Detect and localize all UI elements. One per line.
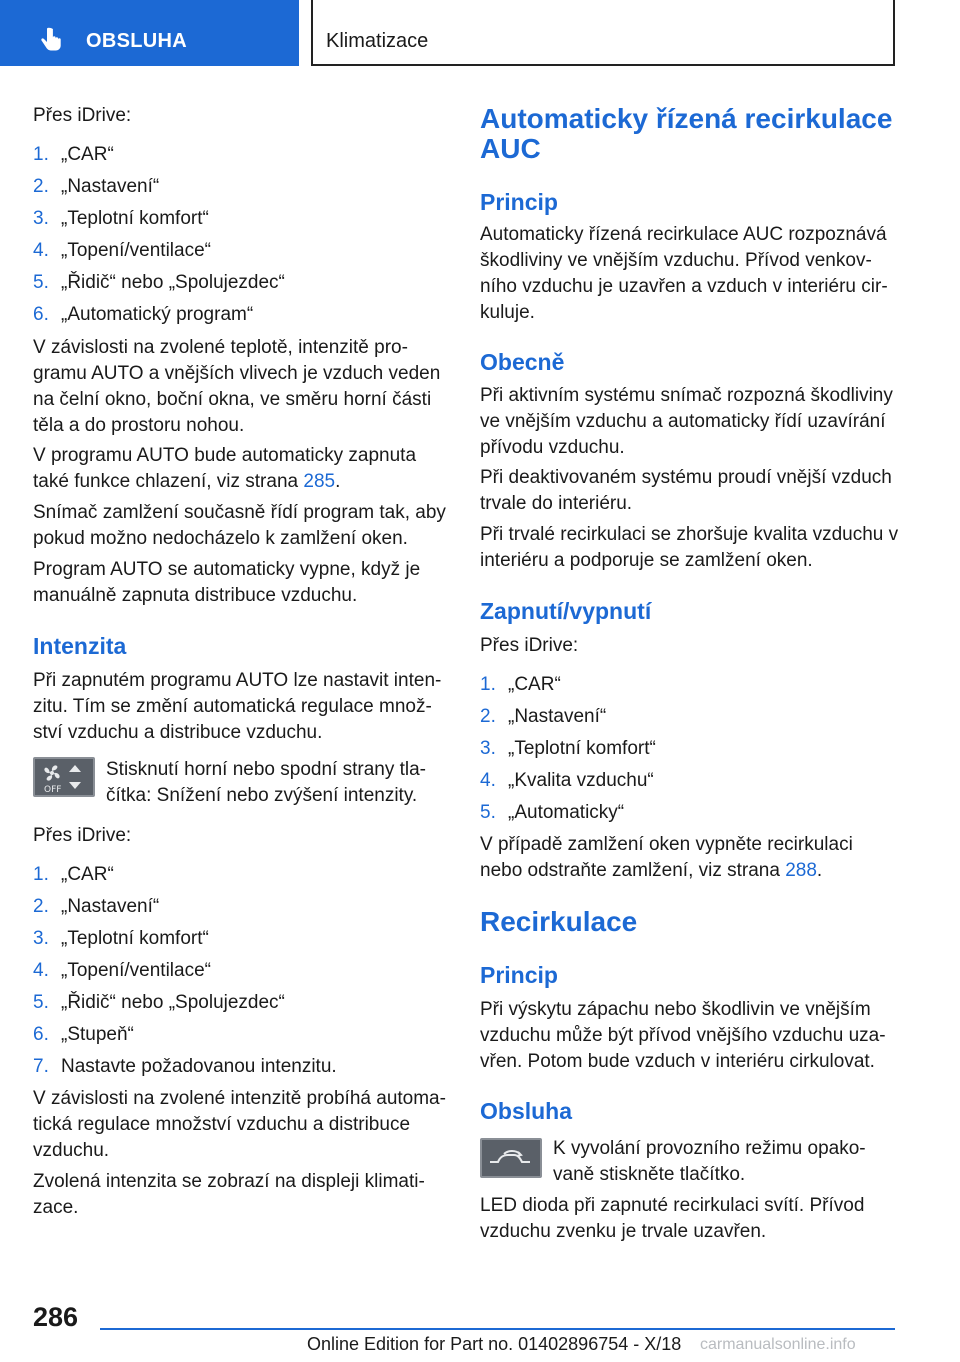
text: také funkce chlazení, viz strana xyxy=(33,471,304,492)
list-number: 3. xyxy=(33,208,49,229)
section-heading: Princip xyxy=(480,962,558,988)
paragraph: přívodu vzduchu. xyxy=(480,437,625,458)
hand-pointer-icon xyxy=(38,27,64,53)
list-number: 3. xyxy=(33,928,49,949)
section-heading: Intenzita xyxy=(33,633,127,659)
paragraph: vaně stiskněte tlačítko. xyxy=(553,1164,746,1185)
list-item: „Teplotní komfort“ xyxy=(61,208,209,229)
paragraph: Přes iDrive: xyxy=(33,825,132,846)
list-number: 4. xyxy=(33,960,49,981)
fan-icon xyxy=(35,759,93,795)
paragraph: kuluje. xyxy=(480,302,535,323)
page-header xyxy=(0,0,960,66)
section-heading: Zapnutí/vypnutí xyxy=(480,598,652,624)
paragraph: Při aktivním systému snímač rozpozná škodliviny xyxy=(480,385,893,406)
list-item: „CAR“ xyxy=(61,144,114,165)
paragraph: zitu. Tím se změní automatická regulace množ- xyxy=(33,696,432,717)
list-number: 2. xyxy=(33,176,49,197)
paragraph: trvale do interiéru. xyxy=(480,493,633,514)
list-number: 5. xyxy=(33,272,49,293)
paragraph: gramu AUTO a vnějších vlivech je vzduch veden xyxy=(33,363,441,384)
paragraph: V programu AUTO bude automaticky zapnuta xyxy=(33,445,417,466)
list-number: 1. xyxy=(33,144,49,165)
section-heading: Obecně xyxy=(480,349,565,375)
list-item: „Topení/ventilace“ xyxy=(61,240,211,261)
edition-text: Online Edition for Part no. 01402896754 - X/18 xyxy=(307,1334,682,1354)
paragraph: vzduchu může být přívod vnějšího vzduchu uza- xyxy=(480,1025,886,1046)
chapter-heading: Automaticky řízená recirkulace xyxy=(480,103,893,134)
off-label: OFF xyxy=(44,785,62,795)
paragraph: Při výskytu zápachu nebo škodlivin ve vnějším xyxy=(480,999,871,1020)
watermark: carmanualsonline.info xyxy=(700,1336,856,1353)
paragraph: ního vzduchu je uzavřen a vzduch v interiéru cir- xyxy=(480,276,888,297)
list-item: „Nastavení“ xyxy=(508,706,607,727)
page-link[interactable]: 285 xyxy=(303,471,336,492)
list-number: 7. xyxy=(33,1056,49,1077)
paragraph: těla a do prostoru nohou. xyxy=(33,415,245,436)
paragraph: Při deaktivovaném systému proudí vnější vzduch xyxy=(480,467,892,488)
list-number: 4. xyxy=(33,240,49,261)
list-number: 2. xyxy=(480,706,496,727)
paragraph: K vyvolání provozního režimu opako- xyxy=(553,1138,866,1159)
page-link[interactable]: 288 xyxy=(785,860,817,881)
list-item: „Automaticky“ xyxy=(508,802,625,823)
list-item: „Nastavení“ xyxy=(61,896,160,917)
paragraph: LED dioda při zapnuté recirkulaci svítí. Přívod xyxy=(480,1195,865,1216)
paragraph: Při zapnutém programu AUTO lze nastavit inten- xyxy=(33,670,442,691)
list-number: 4. xyxy=(480,770,496,791)
list-number: 6. xyxy=(33,1024,49,1045)
paragraph: ství vzduchu a distribuce vzduchu. xyxy=(33,722,323,743)
footer-divider xyxy=(100,1328,895,1330)
chapter-heading: AUC xyxy=(480,133,541,164)
paragraph: ve vnějším vzduchu a automaticky řídí uzavírání xyxy=(480,411,886,432)
text: nebo odstraňte zamlžení, viz strana xyxy=(480,860,786,881)
list-number: 5. xyxy=(480,802,496,823)
list-item: „Řidič“ nebo „Spolujezdec“ xyxy=(61,992,285,1013)
paragraph: interiéru a podporuje se zamlžení oken. xyxy=(480,550,813,571)
paragraph: Snímač zamlžení současně řídí program tak, aby xyxy=(33,502,446,523)
paragraph: Automaticky řízená recirkulace AUC rozpoznává xyxy=(480,224,887,245)
section-label: OBSLUHA xyxy=(86,30,187,52)
paragraph: vzduchu zvenku je trvale uzavřen. xyxy=(480,1221,767,1242)
list-item: „CAR“ xyxy=(61,864,114,885)
list-number: 6. xyxy=(33,304,49,325)
paragraph: na čelní okno, boční okna, ve směru horní části xyxy=(33,389,432,410)
section-heading: Princip xyxy=(480,189,558,215)
list-number: 2. xyxy=(33,896,49,917)
paragraph: V závislosti na zvolené intenzitě probíhá automa- xyxy=(33,1088,446,1109)
list-item: „CAR“ xyxy=(508,674,561,695)
paragraph: zace. xyxy=(33,1197,79,1218)
paragraph xyxy=(480,858,822,884)
chapter-heading: Recirkulace xyxy=(480,906,638,937)
list-item: „Automatický program“ xyxy=(61,304,254,325)
paragraph: V závislosti na zvolené teplotě, intenzitě pro- xyxy=(33,337,408,358)
list-item: Nastavte požadovanou intenzitu. xyxy=(61,1056,337,1077)
paragraph: tická regulace množství vzduchu a distribuce xyxy=(33,1114,411,1135)
header-divider xyxy=(311,0,313,66)
recirculation-button-image xyxy=(480,1138,542,1178)
paragraph xyxy=(33,469,340,495)
paragraph: čítka: Snížení nebo zvýšení intenzity. xyxy=(106,785,418,806)
section-tab xyxy=(0,0,299,66)
section-heading: Obsluha xyxy=(480,1098,573,1124)
paragraph: Při trvalé recirkulaci se zhoršuje kvalita vzduchu v xyxy=(480,524,899,545)
list-number: 3. xyxy=(480,738,496,759)
header-divider xyxy=(893,0,895,66)
list-item: „Teplotní komfort“ xyxy=(508,738,656,759)
paragraph: Stisknutí horní nebo spodní strany tla- xyxy=(106,759,427,780)
paragraph: Program AUTO se automaticky vypne, když je xyxy=(33,559,421,580)
page-number: 286 xyxy=(33,1302,79,1332)
text: . xyxy=(335,471,341,492)
list-item: „Řidič“ nebo „Spolujezdec“ xyxy=(61,272,285,293)
text: . xyxy=(816,860,823,881)
header-divider xyxy=(311,64,895,66)
list-number: 1. xyxy=(33,864,49,885)
paragraph: V případě zamlžení oken vypněte recirkulaci xyxy=(480,834,853,855)
fan-intensity-button-image xyxy=(33,757,95,797)
page-title: Klimatizace xyxy=(326,30,429,52)
list-item: „Topení/ventilace“ xyxy=(61,960,211,981)
list-item: „Teplotní komfort“ xyxy=(61,928,209,949)
paragraph: vzduchu. xyxy=(33,1140,110,1161)
paragraph: Přes iDrive: xyxy=(33,105,132,126)
paragraph: Přes iDrive: xyxy=(480,635,579,656)
list-item: „Nastavení“ xyxy=(61,176,160,197)
paragraph: pokud možno nedocházelo k zamlžení oken. xyxy=(33,528,408,549)
list-number: 1. xyxy=(480,674,496,695)
list-item: „Kvalita vzduchu“ xyxy=(508,770,654,791)
paragraph: vřen. Potom bude vzduch v interiéru cirkulovat. xyxy=(480,1051,875,1072)
paragraph: škodliviny ve vnějším vzduchu. Přívod venkov- xyxy=(480,250,872,271)
list-number: 5. xyxy=(33,992,49,1013)
recirculation-car-icon xyxy=(482,1140,540,1176)
paragraph: manuálně zapnuta distribuce vzduchu. xyxy=(33,585,358,606)
list-item: „Stupeň“ xyxy=(61,1024,134,1045)
paragraph: Zvolená intenzita se zobrazí na displeji klimati- xyxy=(33,1171,425,1192)
